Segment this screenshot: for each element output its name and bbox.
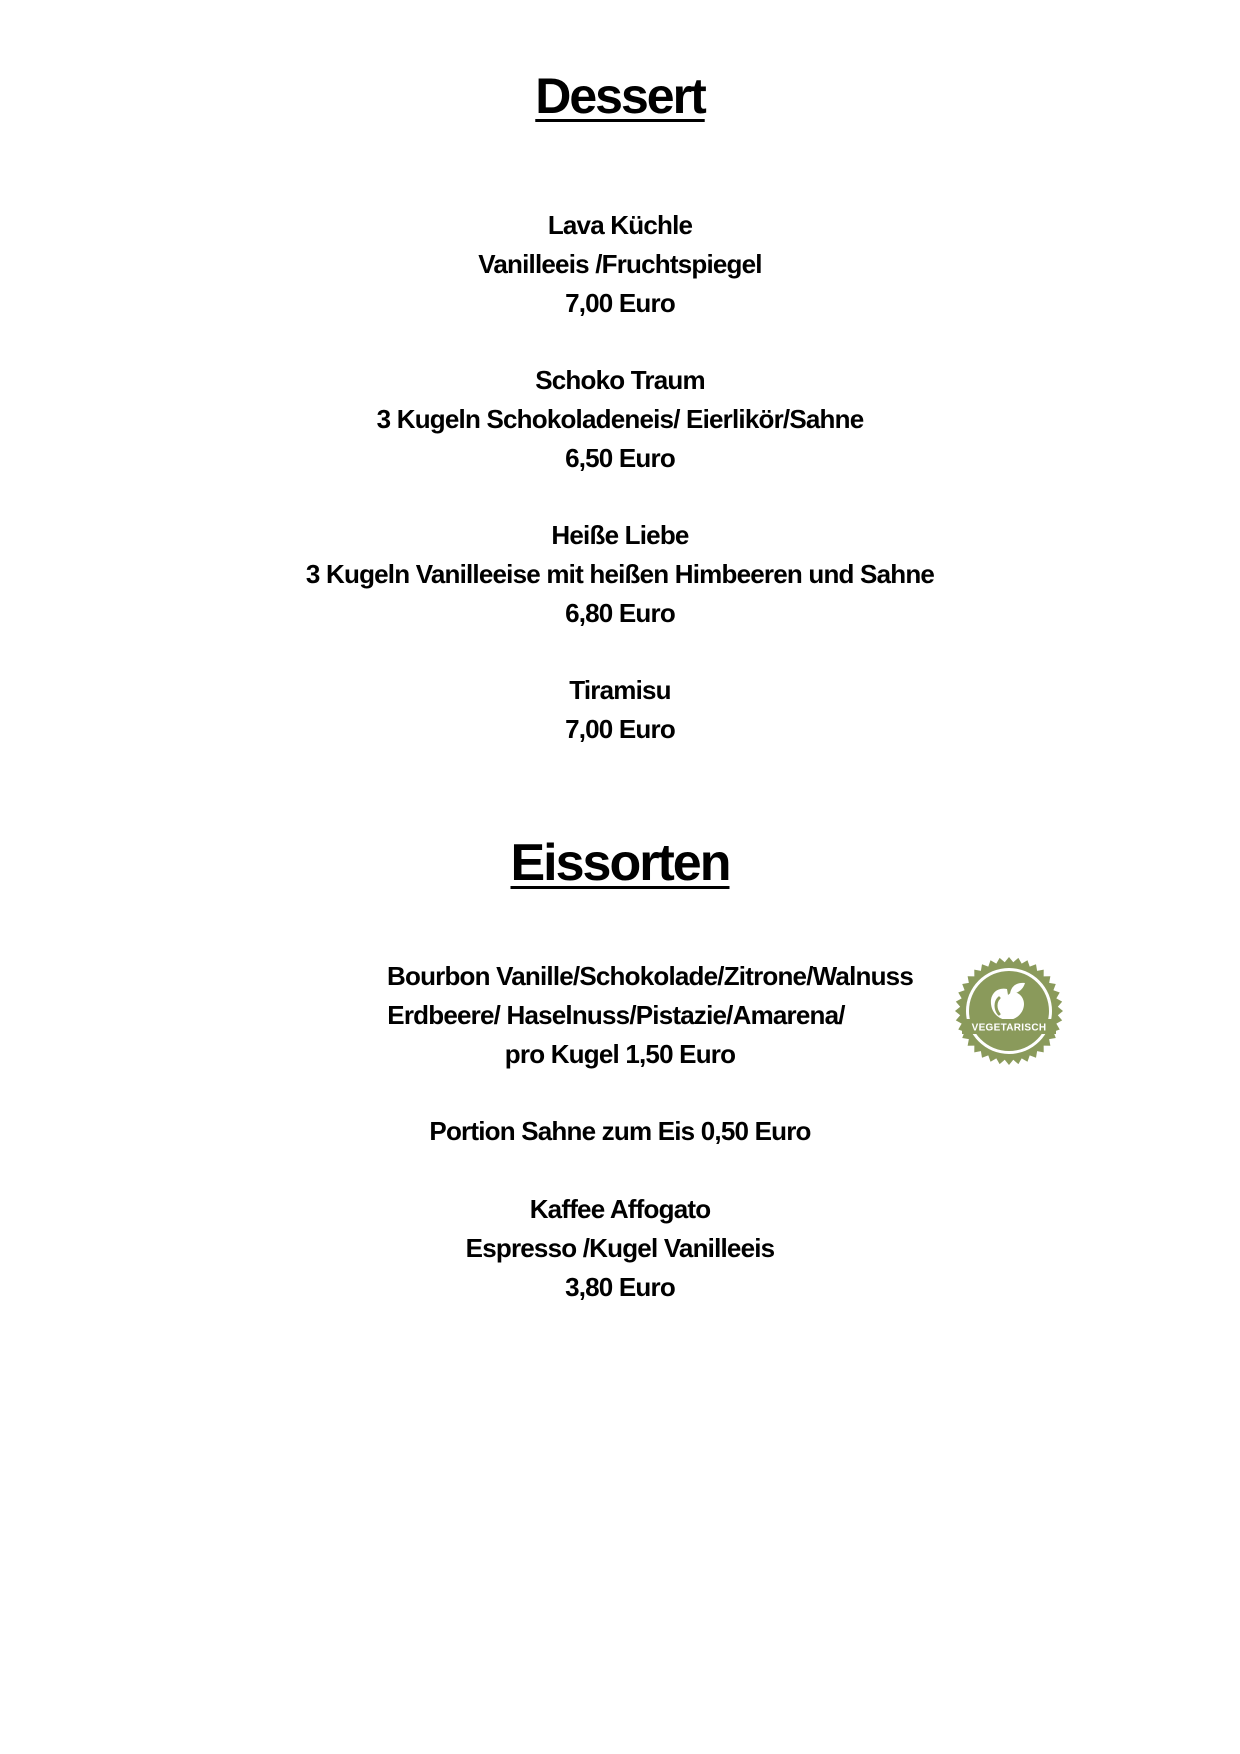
- item-description: Vanilleeis /Fruchtspiegel: [478, 249, 762, 279]
- item-description: 3 Kugeln Schokoladeneis/ Eierlikör/Sahne: [376, 404, 864, 434]
- cream-portion-text: Portion Sahne zum Eis 0,50 Euro: [429, 1116, 811, 1146]
- item-price: 6,50 Euro: [565, 443, 675, 473]
- flavors-line-1: Bourbon Vanille/Schokolade/Zitrone/Walnuss: [387, 961, 913, 991]
- menu-item-schoko-traum: [0, 361, 1240, 478]
- item-price: 3,80 Euro: [565, 1272, 675, 1302]
- item-name: Heiße Liebe: [551, 520, 689, 550]
- menu-item-lava-kuechle: [0, 206, 1240, 323]
- menu-item-tiramisu: [0, 671, 1240, 749]
- dessert-heading: Dessert: [535, 68, 705, 124]
- item-name: Lava Küchle: [547, 210, 693, 240]
- eissorten-heading: Eissorten: [510, 834, 730, 892]
- vegetarian-badge: [954, 956, 1064, 1066]
- item-description: 3 Kugeln Vanilleeise mit heißen Himbeeren und Sahne: [305, 559, 935, 589]
- badge-label: VEGETARISCH: [971, 1022, 1047, 1034]
- item-name: Schoko Traum: [535, 365, 705, 395]
- price-per-scoop: pro Kugel 1,50 Euro: [504, 1039, 736, 1069]
- item-name: Kaffee Affogato: [529, 1194, 711, 1224]
- item-name: Tiramisu: [569, 675, 671, 705]
- cream-portion: [0, 1112, 1240, 1151]
- menu-item-kaffee-affogato: [0, 1190, 1240, 1307]
- item-description: Espresso /Kugel Vanilleeis: [465, 1233, 775, 1263]
- item-price: 7,00 Euro: [565, 714, 675, 744]
- item-price: 6,80 Euro: [565, 598, 675, 628]
- flavors-line-2: Erdbeere/ Haselnuss/Pistazie/Amarena/: [387, 1000, 845, 1030]
- item-price: 7,00 Euro: [565, 288, 675, 318]
- menu-item-heisse-liebe: [0, 516, 1240, 633]
